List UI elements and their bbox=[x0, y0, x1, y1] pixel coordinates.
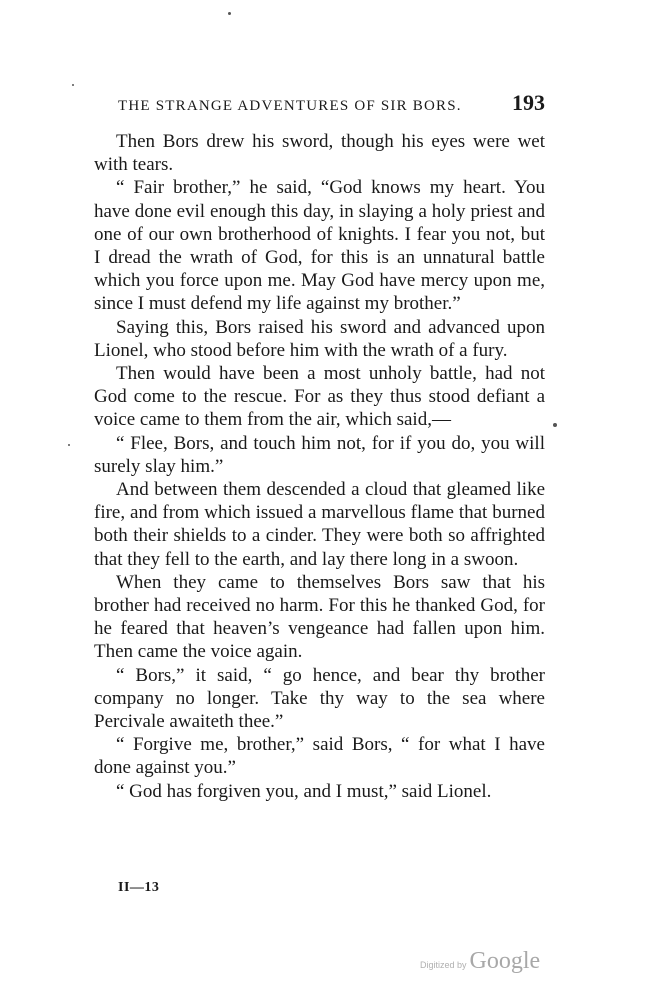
ink-speck bbox=[228, 12, 231, 15]
paragraph: “ Flee, Bors, and touch him not, for if you do, you will surely slay him.” bbox=[94, 432, 545, 477]
watermark-logo: Google bbox=[469, 948, 541, 974]
paragraph: “ Bors,” it said, “ go hence, and bear thy brother company no longer. Take thy way to the sea where Percivale awaiteth thee.” bbox=[94, 664, 545, 733]
digitization-watermark bbox=[420, 948, 540, 975]
paragraph: “ Forgive me, brother,” said Bors, “ for what I have done against you.” bbox=[94, 734, 545, 779]
paragraph: Then Bors drew his sword, though his eyes were wet with tears. bbox=[94, 131, 545, 176]
running-head bbox=[118, 90, 545, 118]
paragraph: Saying this, Bors raised his sword and advanced upon Lionel, who stood before him with the wrath of a fury. bbox=[94, 316, 545, 361]
paragraph: “ Fair brother,” he said, “God knows my heart. You have done evil enough this day, in slaying a holy priest and one of our own brotherhood of knights. I fear you not, but I dread the wrath of God, for this is an unnatural battle which you force upon me. May God have mercy upon me, since I must defend my life against my brother.” bbox=[94, 177, 545, 315]
paragraph: When they came to themselves Bors saw that his brother had received no harm. For this he thanked God, for he feared that heaven’s vengeance had fallen upon him. Then came the voice again. bbox=[94, 571, 545, 663]
signature-mark: II—13 bbox=[118, 880, 160, 895]
page-number: 193 bbox=[512, 90, 545, 115]
watermark-prefix: Digitized by bbox=[420, 960, 467, 970]
paragraph: Then would have been a most unholy battle, had not God come to the rescue. For as they thus stood defiant a voice came to them from the air, which said,— bbox=[94, 363, 545, 431]
ink-speck bbox=[553, 423, 557, 427]
running-title: THE STRANGE ADVENTURES OF SIR BORS. bbox=[118, 98, 462, 114]
ink-speck bbox=[72, 84, 74, 86]
paragraph: And between them descended a cloud that gleamed like fire, and from which issued a marvellous flame that burned both their shields to a cinder. They were both so affrighted that they fell to the earth, and lay there long in a swoon. bbox=[94, 479, 545, 570]
ink-speck bbox=[68, 444, 70, 446]
paragraph: “ God has forgiven you, and I must,” said Lionel. bbox=[116, 780, 492, 802]
body-text bbox=[94, 130, 545, 803]
